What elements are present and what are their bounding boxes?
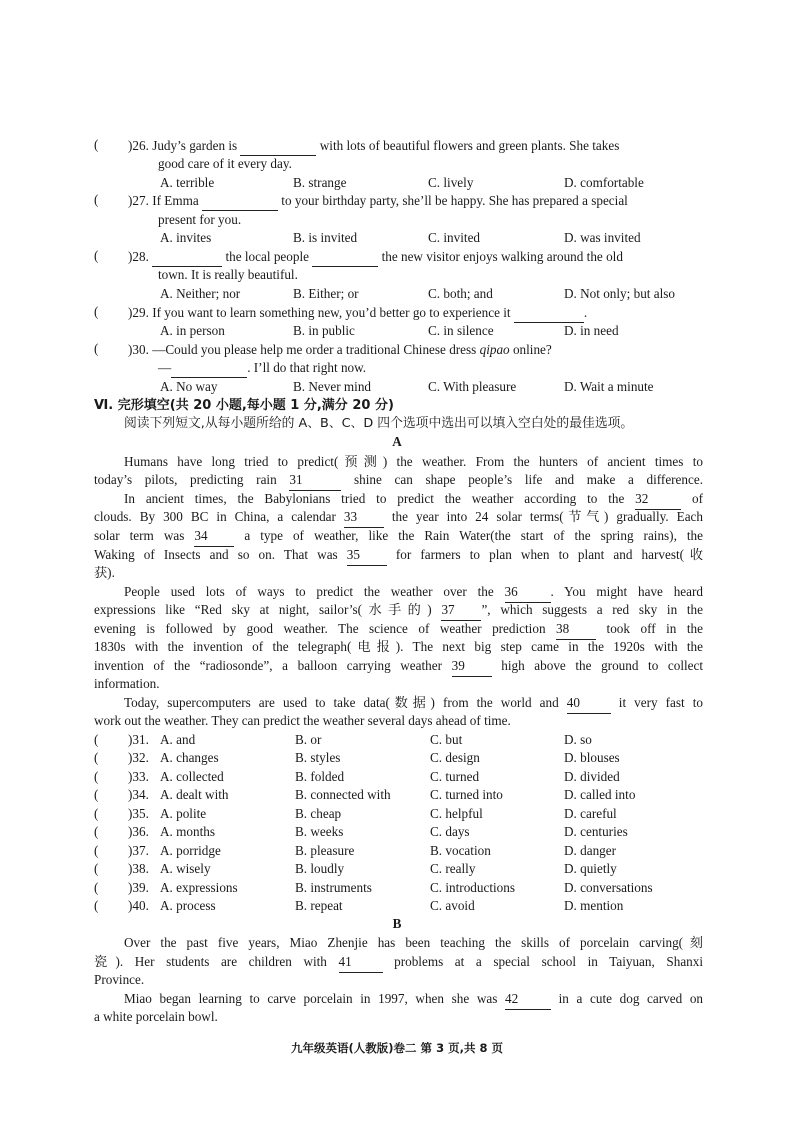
blank-36[interactable]: 36 bbox=[505, 583, 551, 603]
option-c[interactable]: B. vocation bbox=[430, 843, 491, 858]
option-d[interactable]: D. centuries bbox=[564, 824, 628, 839]
blank-34[interactable]: 34 bbox=[194, 527, 234, 547]
passage-b-label: B bbox=[392, 916, 402, 931]
answer-bracket[interactable]: ( bbox=[94, 787, 99, 802]
option-a[interactable]: A. porridge bbox=[160, 843, 221, 858]
option-d[interactable]: D. called into bbox=[564, 787, 636, 802]
blank-40[interactable]: 40 bbox=[567, 694, 611, 714]
blank-37[interactable]: 37 bbox=[441, 601, 481, 621]
option-d[interactable]: D. Wait a minute bbox=[564, 379, 654, 394]
choice-row: ( )38. A. wisely B. loudly C. really D. quietly bbox=[94, 861, 617, 876]
option-b[interactable]: B. is invited bbox=[293, 230, 358, 245]
blank-28a[interactable] bbox=[152, 248, 222, 267]
section-instruction: 阅读下列短文,从每小题所给的 A、B、C、D 四个选项中选出可以填入空白处的最佳选项。 bbox=[124, 416, 634, 431]
passage-line: Miao began learning to carve porcelain in 1997, when she was 42 in a cute dog carved on bbox=[94, 990, 703, 1010]
answer-bracket[interactable]: ( bbox=[94, 304, 99, 319]
answer-bracket[interactable]: ( bbox=[94, 880, 99, 895]
answer-bracket[interactable]: ( bbox=[94, 341, 99, 356]
page-footer: 九年级英语(人教版)卷二 第 3 页,共 8 页 bbox=[291, 1041, 503, 1055]
option-d[interactable]: D. so bbox=[564, 732, 592, 747]
option-c[interactable]: C. turned into bbox=[430, 787, 503, 802]
section-title: Ⅵ. 完形填空(共 20 小题,每小题 1 分,满分 20 分) bbox=[94, 398, 394, 413]
passage-line: In ancient times, the Babylonians tried to predict the weather according to the 32 of bbox=[94, 490, 703, 510]
option-c[interactable]: C. invited bbox=[428, 230, 481, 245]
answer-bracket[interactable]: ( bbox=[94, 750, 99, 765]
option-a[interactable]: A. months bbox=[160, 824, 215, 839]
passage-line: evening is followed by good weather. The science of weather prediction 38 took off in the bbox=[94, 620, 703, 640]
answer-bracket[interactable]: ( bbox=[94, 137, 99, 152]
passage-line: clouds. By 300 BC in China, a calendar 33 the year into 24 solar terms(节气) gradually. Each bbox=[94, 508, 703, 528]
option-b[interactable]: B. strange bbox=[293, 175, 347, 190]
answer-bracket[interactable]: ( bbox=[94, 861, 99, 876]
passage-line: 瓷). Her students are children with 41 problems at a special school in Taiyuan, Shanxi bbox=[94, 953, 703, 973]
option-a[interactable]: A. changes bbox=[160, 750, 219, 765]
option-c[interactable]: C. lively bbox=[428, 175, 474, 190]
passage-a-label: A bbox=[392, 434, 402, 449]
option-c[interactable]: C. design bbox=[430, 750, 480, 765]
blank-41[interactable]: 41 bbox=[339, 953, 383, 973]
answer-bracket[interactable]: ( bbox=[94, 898, 99, 913]
choice-row: ( )40. A. process B. repeat C. avoid D. mention bbox=[94, 898, 624, 913]
exam-page: ( )26. Judy’s garden is with lots of beautiful flowers and green plants. She takes good care of it every day. A. terrible B. strange C. lively D. comfortable ( )27. If Emma to your birthday party, she’ll be happy. She has prepared a special present for you. A. invites B. is invited C. invited D. was invited ( )28. the local people the new visitor enjoys walking around the old town. It is really beautiful. A. Neither; nor B. Either; or C. both; and D. Not only; but also ( )29. If you want to learn something new, you’d better go to experience it . A. in person B. in public C. in silence D. in need ( )30. —Could you please help me order a traditional Chinese dress qipao online? — . I’ll do that right now. A. No way B. Never mind C. With pleasure D. Wait a minute Ⅵ. 完形填空(共 20 小题,每小题 1 分,满分 20 分) 阅读下列短文,从每小题所给的 A、B、C、D 四个选项中选出可以填入空白处的最佳选项。 A Humans have long tried to predict(预测) the weather. From the hunters of ancient times to today’s pilots, predicting rain 31 shine can shape people’s life and make a difference. In ancient times, the Babylonians tried to predict the weather according to the 32 of clouds. By 300 BC in China, a calendar 33 the year into 24 solar terms(节气) gradually. Each solar term was 34 a type of weather, like the Rain Water(the start of the spring rains), the Waking of Insects and so on. That was 35 for farmers to plan when to plant and harvest(收 获). People used lots of ways to predict the weather over the 36 . You might have heard expressions like “Red sky at night, sailor’s(水手的) 37 ”, which suggests a red sky in the evening is followed by good weather. The science of weather prediction 38 took off in the 1830s with the invention of the telegraph(电报). The next big step came in the 1920s with the invention of the “radiosonde”, a balloon carrying weather 39 high above the ground to collect information. Today, supercomputers are used to take data(数据) from the world and 40 it very fast to work out the weather. They can predict the weather several days ahead of time. ( )31. A. and B. or C. but D. so ( )32. A. changes B. styles C. design D. blouses ( )33. A. collected B. folded C. turned D. divided ( )34. A. dealt with B. connected with C. turned into D. called into ( )35. A. polite B. cheap C. helpful D. careful ( )36. A. months B. weeks C. days D. centuries ( )37. A. porridge B. pleasure B. vocation D. danger ( )38. A. wisely B. loudly C. really D. quietly ( )39. A. expressions B. instruments C. introductions D. conversations ( )40. A. process B. repeat C. avoid D. mention B Over the past five years, Miao Zhenjie has been teaching the skills of porcelain carving(刻 瓷). Her students are children with 41 problems at a special school in Taiyuan, Shanxi Province. Miao began learning to carve porcelain in 1997, when she was 42 in a cute dog carved on a white porcelain bowl. 九年级英语(人教版)卷二 第 3 页,共 8 页 bbox=[0, 0, 794, 1123]
option-b[interactable]: B. Either; or bbox=[293, 286, 359, 301]
blank-29[interactable] bbox=[514, 304, 584, 323]
option-a[interactable]: A. polite bbox=[160, 806, 207, 821]
option-a[interactable]: A. No way bbox=[160, 379, 218, 394]
option-d[interactable]: D. mention bbox=[564, 898, 624, 913]
option-d[interactable]: D. in need bbox=[564, 323, 619, 338]
passage-line: Today, supercomputers are used to take data(数据) from the world and 40 it very fast to bbox=[94, 694, 703, 714]
option-c[interactable]: C. helpful bbox=[430, 806, 483, 821]
blank-39[interactable]: 39 bbox=[452, 657, 492, 677]
option-c[interactable]: C. really bbox=[430, 861, 476, 876]
option-b[interactable]: B. Never mind bbox=[293, 379, 372, 394]
option-a[interactable]: A. in person bbox=[160, 323, 225, 338]
blank-31[interactable]: 31 bbox=[289, 471, 341, 491]
option-d[interactable]: D. blouses bbox=[564, 750, 620, 765]
option-a[interactable]: A. Neither; nor bbox=[160, 286, 241, 301]
passage-line: Waking of Insects and so on. That was 35 for farmers to plan when to plant and harvest(收 bbox=[94, 546, 703, 566]
passage-line: invention of the “radiosonde”, a balloon carrying weather 39 high above the ground to collect bbox=[94, 657, 703, 677]
option-b[interactable]: B. pleasure bbox=[295, 843, 355, 858]
option-c[interactable]: C. turned bbox=[430, 769, 480, 784]
choice-row: ( )37. A. porridge B. pleasure B. vocation D. danger bbox=[94, 843, 616, 858]
question-26: )26. Judy’s garden is with lots of beautiful flowers and green plants. She takes bbox=[128, 137, 619, 156]
option-a[interactable]: A. expressions bbox=[160, 880, 238, 895]
answer-bracket[interactable]: ( bbox=[94, 824, 99, 839]
option-b[interactable]: B. repeat bbox=[295, 898, 343, 913]
option-a[interactable]: A. and bbox=[160, 732, 196, 747]
answer-bracket[interactable]: ( bbox=[94, 843, 99, 858]
option-b[interactable]: B. loudly bbox=[295, 861, 345, 876]
question-27: )27. If Emma to your birthday party, she’ll be happy. She has prepared a special bbox=[128, 192, 628, 211]
option-a[interactable]: A. process bbox=[160, 898, 216, 913]
option-c[interactable]: C. introductions bbox=[430, 880, 515, 895]
option-a[interactable]: A. wisely bbox=[160, 861, 211, 876]
option-d[interactable]: D. comfortable bbox=[564, 175, 644, 190]
choice-row: ( )33. A. collected B. folded C. turned D. divided bbox=[94, 769, 620, 784]
option-b[interactable]: B. connected with bbox=[295, 787, 391, 802]
question-28: )28. the local people the new visitor enjoys walking around the old bbox=[128, 248, 623, 267]
passage-line: solar term was 34 a type of weather, like the Rain Water(the start of the spring rains), the bbox=[94, 527, 703, 547]
answer-bracket[interactable]: ( bbox=[94, 806, 99, 821]
blank-35[interactable]: 35 bbox=[347, 546, 387, 566]
option-d[interactable]: D. conversations bbox=[564, 880, 653, 895]
answer-bracket[interactable]: ( bbox=[94, 769, 99, 784]
choice-row: ( )39. A. expressions B. instruments C. introductions D. conversations bbox=[94, 880, 653, 895]
blank-42[interactable]: 42 bbox=[505, 990, 551, 1010]
option-a[interactable]: A. collected bbox=[160, 769, 224, 784]
question-29: )29. If you want to learn something new, you’d better go to experience it . bbox=[128, 304, 587, 323]
blank-26[interactable] bbox=[240, 137, 316, 156]
blank-28b[interactable] bbox=[312, 248, 378, 267]
option-a[interactable]: A. invites bbox=[160, 230, 212, 245]
blank-33[interactable]: 33 bbox=[344, 508, 384, 528]
option-b[interactable]: B. instruments bbox=[295, 880, 372, 895]
passage-line: today’s pilots, predicting rain 31 shine can shape people’s life and make a difference. bbox=[94, 471, 703, 491]
option-c[interactable]: C. both; and bbox=[428, 286, 493, 301]
option-b[interactable]: B. or bbox=[295, 732, 322, 747]
question-30-reply: — . I’ll do that right now. bbox=[158, 359, 366, 378]
option-d[interactable]: D. Not only; but also bbox=[564, 286, 675, 301]
option-b[interactable]: B. cheap bbox=[295, 806, 342, 821]
option-c[interactable]: C. days bbox=[430, 824, 470, 839]
option-c[interactable]: C. avoid bbox=[430, 898, 475, 913]
option-b[interactable]: B. folded bbox=[295, 769, 345, 784]
blank-38[interactable]: 38 bbox=[556, 620, 596, 640]
passage-line: expressions like “Red sky at night, sailor’s(水手的) 37 ”, which suggests a red sky in the bbox=[94, 601, 703, 621]
option-a[interactable]: A. dealt with bbox=[160, 787, 229, 802]
answer-bracket[interactable]: ( bbox=[94, 248, 99, 263]
option-b[interactable]: B. styles bbox=[295, 750, 341, 765]
option-d[interactable]: D. quietly bbox=[564, 861, 617, 876]
option-c[interactable]: C. With pleasure bbox=[428, 379, 517, 394]
choice-row: ( )34. A. dealt with B. connected with C. turned into D. called into bbox=[94, 787, 636, 802]
answer-bracket[interactable]: ( bbox=[94, 192, 99, 207]
option-c[interactable]: C. in silence bbox=[428, 323, 494, 338]
option-a[interactable]: A. terrible bbox=[160, 175, 215, 190]
choice-row: ( )31. A. and B. or C. but D. so bbox=[94, 732, 592, 747]
question-30: )30. —Could you please help me order a traditional Chinese dress qipao online? bbox=[128, 342, 552, 357]
blank-30[interactable] bbox=[171, 359, 247, 378]
option-b[interactable]: B. weeks bbox=[295, 824, 344, 839]
blank-27[interactable] bbox=[202, 192, 278, 211]
choice-row: ( )32. A. changes B. styles C. design D. blouses bbox=[94, 750, 620, 765]
choice-row: ( )35. A. polite B. cheap C. helpful D. careful bbox=[94, 806, 617, 821]
option-d[interactable]: D. danger bbox=[564, 843, 616, 858]
option-c[interactable]: C. but bbox=[430, 732, 463, 747]
option-b[interactable]: B. in public bbox=[293, 323, 355, 338]
option-d[interactable]: D. was invited bbox=[564, 230, 641, 245]
option-d[interactable]: D. divided bbox=[564, 769, 620, 784]
answer-bracket[interactable]: ( bbox=[94, 732, 99, 747]
choice-row: ( )36. A. months B. weeks C. days D. centuries bbox=[94, 824, 628, 839]
passage-line: People used lots of ways to predict the weather over the 36 . You might have heard bbox=[94, 583, 703, 603]
option-d[interactable]: D. careful bbox=[564, 806, 617, 821]
blank-32[interactable]: 32 bbox=[635, 490, 681, 510]
